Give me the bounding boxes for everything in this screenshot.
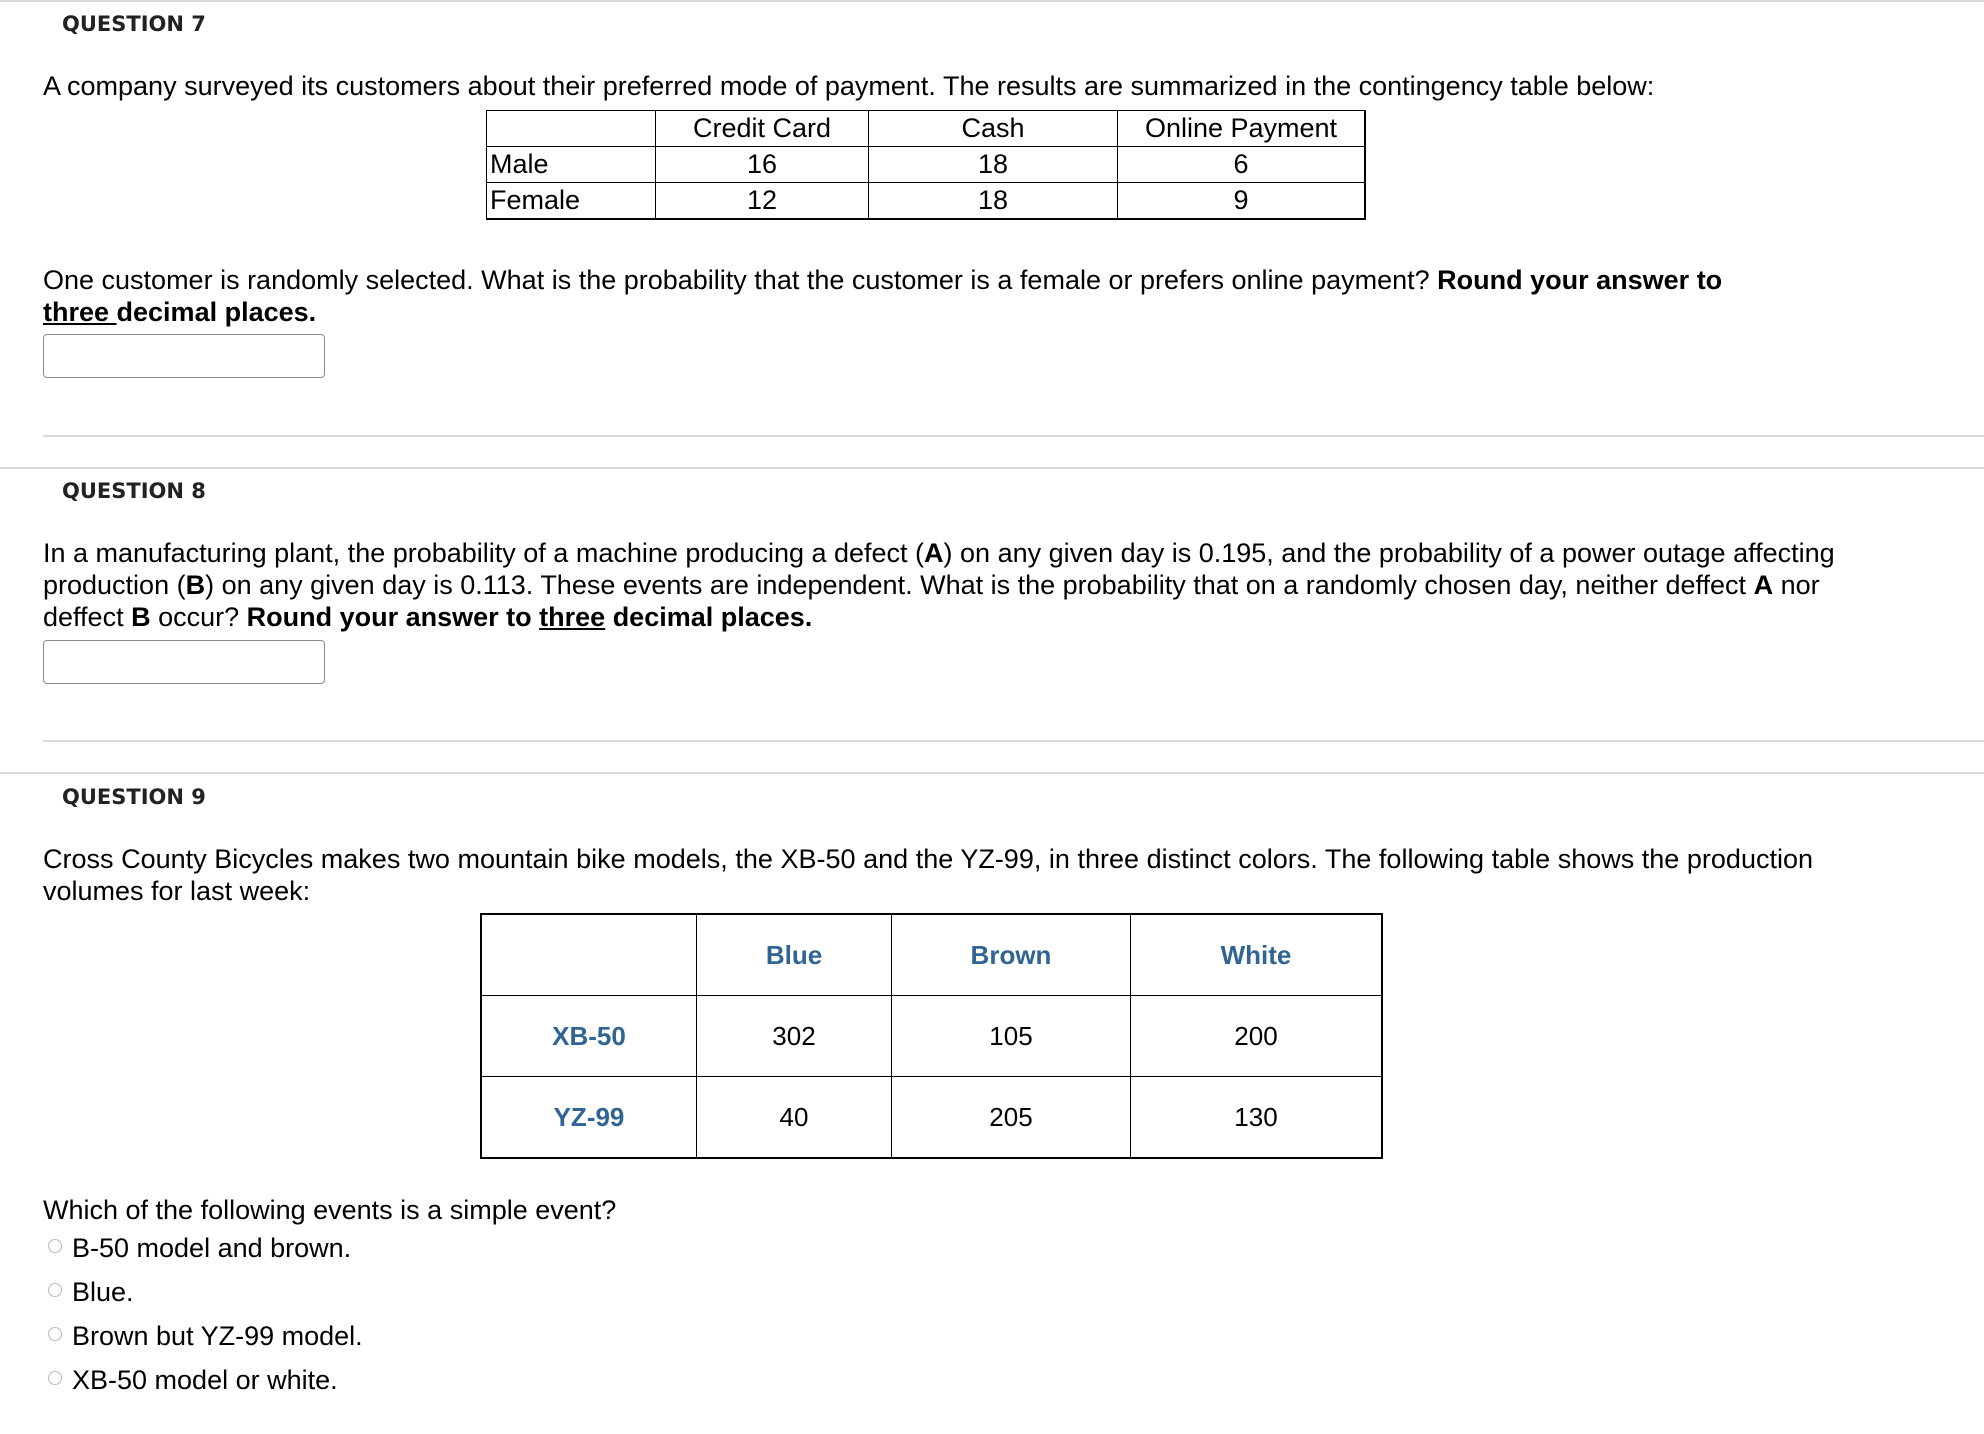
- row-label-yz-99: YZ-99: [481, 1077, 697, 1159]
- q8-event-b: B: [185, 570, 206, 600]
- bicycle-production-table: [480, 913, 1383, 1159]
- q8-event-a: A: [1753, 570, 1774, 600]
- question-7-title: QUESTION 7: [62, 12, 206, 36]
- q8-text-part: occur?: [150, 602, 247, 632]
- radio-button[interactable]: [48, 1371, 62, 1385]
- q8-three: three: [539, 602, 606, 632]
- answer-option[interactable]: [48, 1365, 338, 1396]
- table-cell: 9: [1118, 183, 1366, 220]
- table-cell: 18: [869, 147, 1118, 183]
- row-label-male: Male: [487, 147, 656, 183]
- table-cell: 6: [1118, 147, 1366, 183]
- radio-button[interactable]: [48, 1239, 62, 1253]
- table-row: [481, 996, 1382, 1077]
- option-label: B-50 model and brown.: [72, 1233, 352, 1263]
- table-corner-cell: [481, 914, 697, 996]
- table-cell: 200: [1131, 996, 1383, 1077]
- question-7-body: One customer is randomly selected. What is the probability that the customer is a female or prefers online payment?: [43, 265, 1438, 295]
- table-cell: 18: [869, 183, 1118, 220]
- radio-button[interactable]: [48, 1327, 62, 1341]
- q8-text-part: nor deffect: [43, 570, 1820, 632]
- table-cell: 12: [656, 183, 869, 220]
- top-divider: [0, 0, 1984, 2]
- question-8-title: QUESTION 8: [62, 479, 206, 503]
- question-7-intro: A company surveyed its customers about their preferred mode of payment. The results are summarized in the contingency table below:: [43, 71, 1655, 101]
- table-cell: 40: [697, 1077, 892, 1159]
- row-label-xb-50: XB-50: [481, 996, 697, 1077]
- table-header-row: [481, 914, 1382, 996]
- question-7-three: three: [43, 297, 117, 327]
- table-corner-cell: [487, 111, 656, 147]
- radio-button[interactable]: [48, 1283, 62, 1297]
- question-9-top-divider: [0, 772, 1984, 774]
- answer-option[interactable]: [48, 1233, 351, 1264]
- header-white: White: [1131, 914, 1383, 996]
- question-8-separator: [43, 740, 1984, 742]
- question-7-decimal-places: decimal places.: [116, 297, 317, 327]
- question-8-text: [43, 537, 1843, 633]
- question-7-separator: [43, 435, 1984, 437]
- payment-contingency-table: [486, 110, 1366, 220]
- table-row: [481, 1077, 1382, 1159]
- q8-text-part: In a manufacturing plant, the probability of a machine producing a defect (: [43, 538, 925, 568]
- table-row: [487, 183, 1366, 220]
- question-7-text: [43, 264, 1833, 328]
- table-cell: 16: [656, 147, 869, 183]
- q8-text-part: ) on any given day is 0.113. These events are independent. What is the probability that on a randomly chosen day, neither deffect: [205, 570, 1754, 600]
- question-7-round-instruction: Round your answer to: [1437, 265, 1723, 295]
- header-online-payment: Online Payment: [1118, 111, 1366, 147]
- row-label-female: Female: [487, 183, 656, 220]
- question-9-title: QUESTION 9: [62, 785, 206, 809]
- question-9-prompt: Which of the following events is a simple event?: [43, 1195, 617, 1225]
- q8-decimal-places: decimal places.: [605, 602, 813, 632]
- q8-text-part: ) on any given day is 0.195, and the probability of a power outage affecting production (: [43, 538, 1835, 600]
- answer-option[interactable]: [48, 1321, 363, 1352]
- table-cell: 130: [1131, 1077, 1383, 1159]
- header-brown: Brown: [892, 914, 1131, 996]
- q8-event-b: B: [131, 602, 151, 632]
- q8-event-a: A: [924, 538, 944, 568]
- table-header-row: [487, 111, 1366, 147]
- header-cash: Cash: [869, 111, 1118, 147]
- header-blue: Blue: [697, 914, 892, 996]
- question-8-answer-input[interactable]: [43, 640, 325, 684]
- option-label: Blue.: [72, 1277, 134, 1307]
- answer-option[interactable]: [48, 1277, 134, 1308]
- question-9-intro: Cross County Bicycles makes two mountain bike models, the XB-50 and the YZ-99, in three distinct colors. The following table shows the production volumes for last week:: [43, 844, 1813, 906]
- table-cell: 105: [892, 996, 1131, 1077]
- table-cell: 302: [697, 996, 892, 1077]
- table-cell: 205: [892, 1077, 1131, 1159]
- table-row: [487, 147, 1366, 183]
- question-8-top-divider: [0, 467, 1984, 469]
- header-credit-card: Credit Card: [656, 111, 869, 147]
- question-7-answer-input[interactable]: [43, 334, 325, 378]
- option-label: XB-50 model or white.: [72, 1365, 338, 1395]
- option-label: Brown but YZ-99 model.: [72, 1321, 363, 1351]
- q8-round-instruction: Round your answer to: [246, 602, 540, 632]
